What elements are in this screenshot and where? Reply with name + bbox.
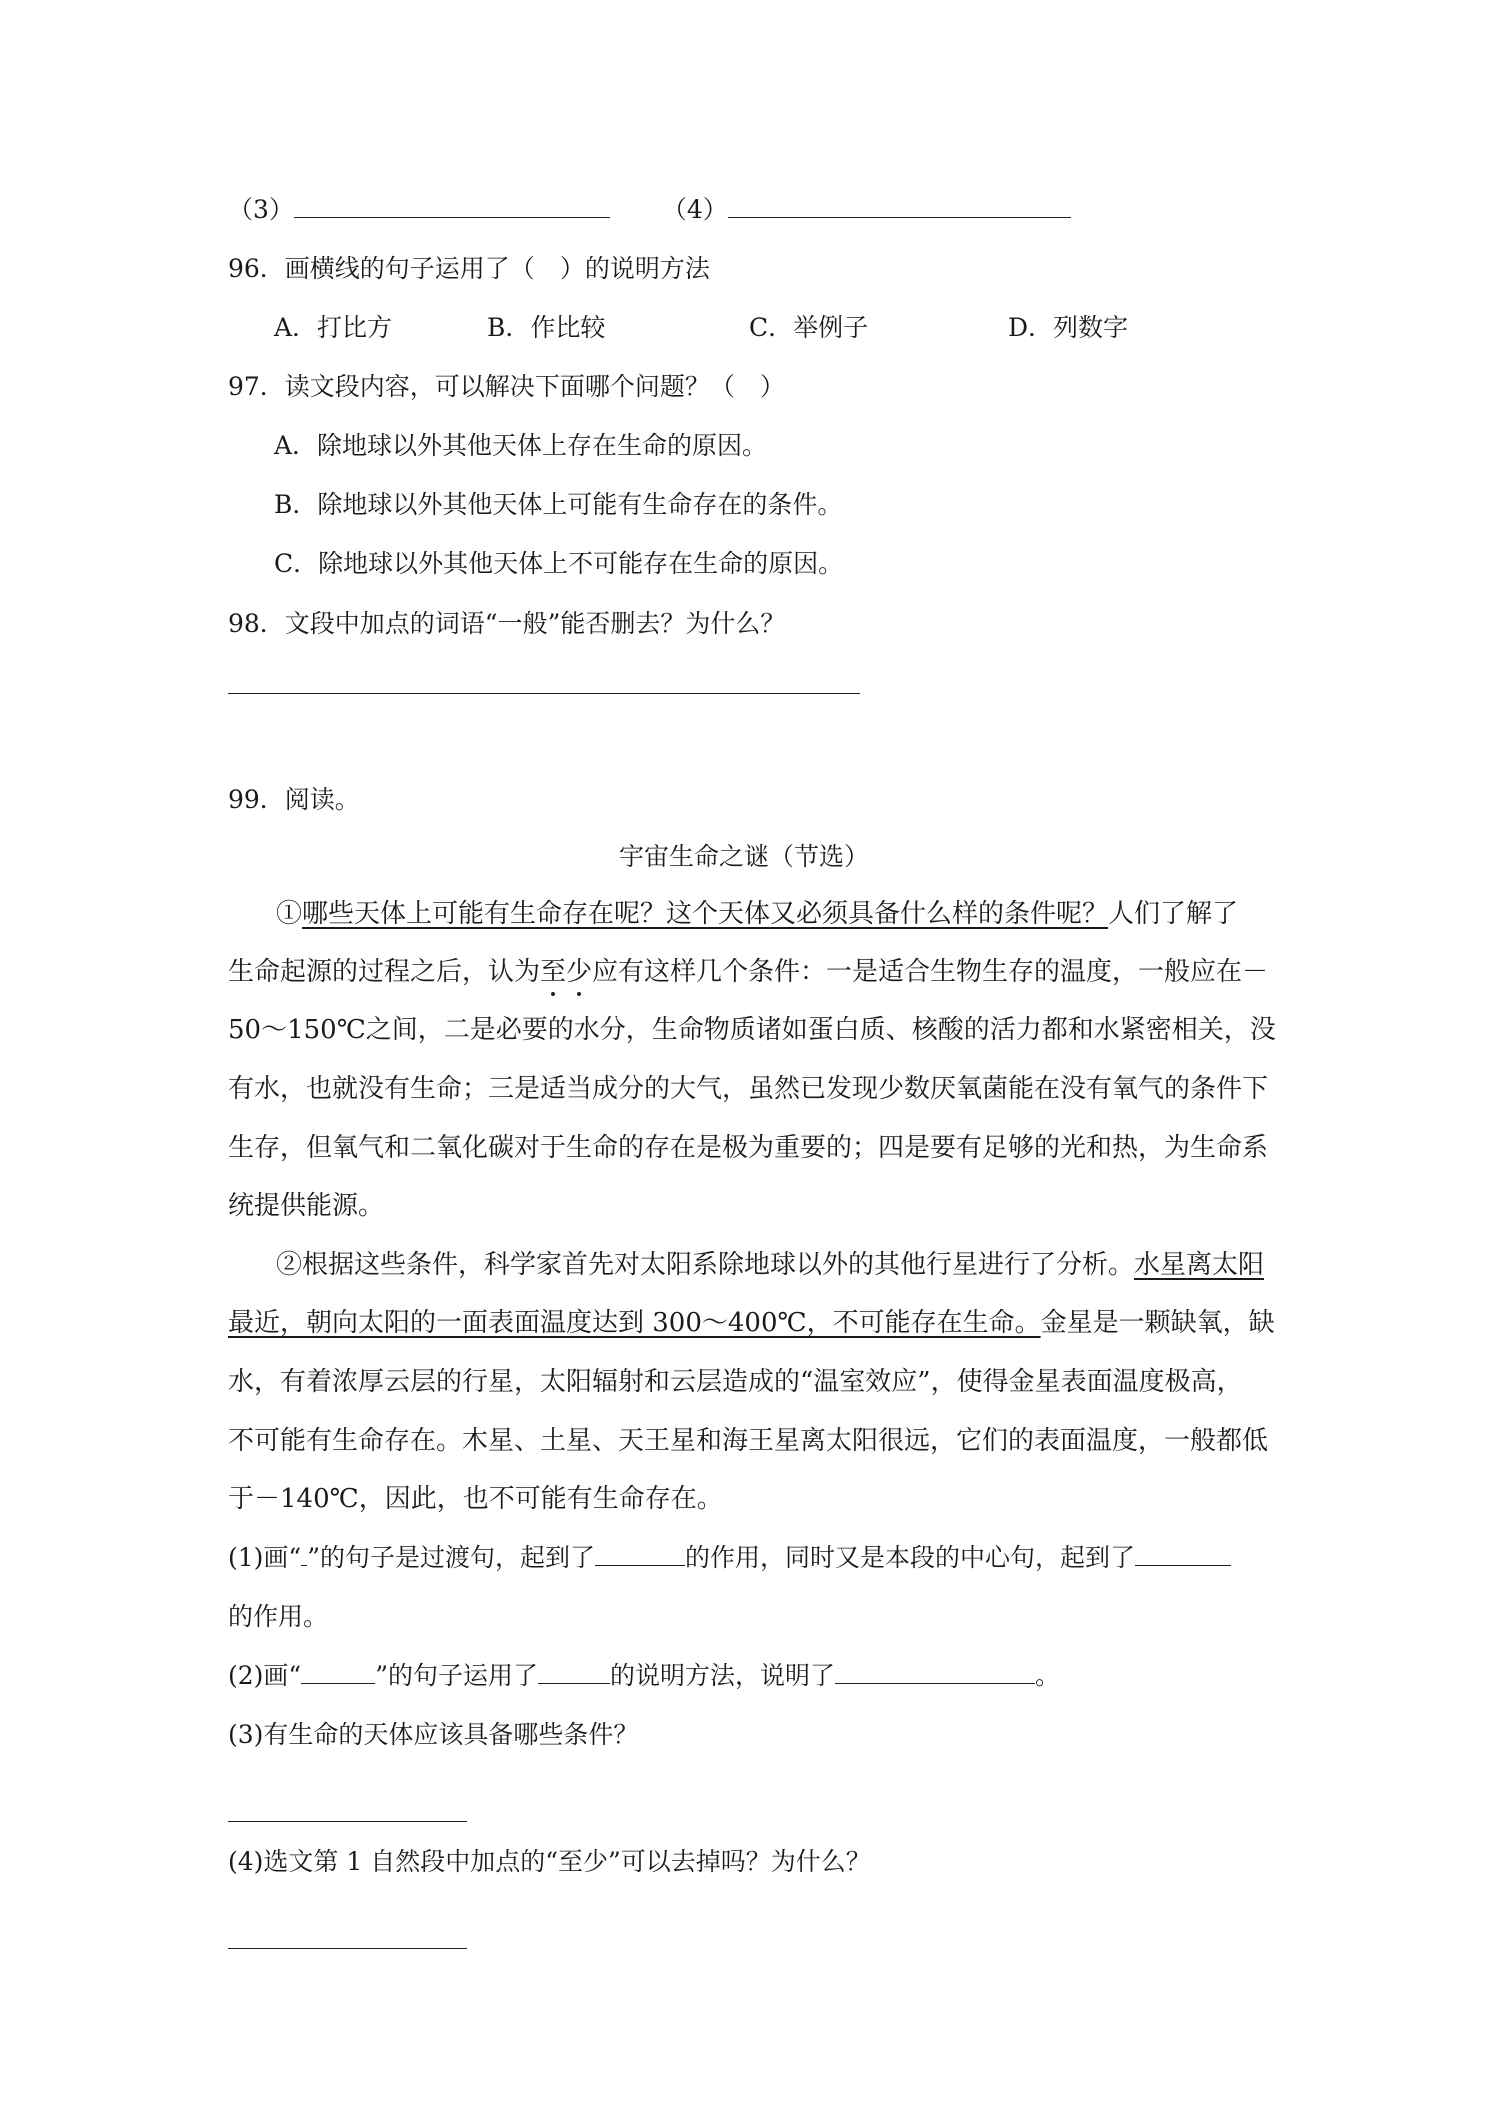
sub3-question: (3)有生命的天体应该具备哪些条件？ <box>228 1720 639 1749</box>
q95-answer-blank-4[interactable] <box>728 193 1071 218</box>
sub1-line-2: 的作用。 <box>228 1602 329 1631</box>
passage-title: 宇宙生命之谜（节选） <box>618 842 869 871</box>
q96-option-d[interactable]: D．列数字 <box>1008 313 1129 342</box>
q98-stem: 98．文段中加点的词语“一般”能否删去？为什么？ <box>228 609 786 638</box>
p1-line-6: 统提供能源。 <box>228 1191 385 1221</box>
sub2-line <box>228 1659 1060 1693</box>
sub1-line-1 <box>228 1541 1231 1575</box>
q95-row <box>228 193 1071 227</box>
p2-underlined-end: 最近，朝向太阳的一面表面温度达到 300～400℃，不可能存在生命。 <box>228 1308 1041 1338</box>
sub2-blank-2[interactable] <box>835 1659 1035 1684</box>
sub2-text-d: 。 <box>1035 1661 1061 1690</box>
sub4-answer-line[interactable] <box>228 1948 467 1949</box>
sub2-text-c: 的说明方法，说明了 <box>610 1661 836 1690</box>
sub3-answer-line[interactable] <box>228 1821 467 1822</box>
sub1-blank-1[interactable] <box>595 1541 685 1566</box>
q98-answer-line[interactable] <box>228 693 860 694</box>
p2-line-1 <box>276 1248 1264 1282</box>
p1-marker: ① <box>276 899 303 929</box>
p1-line-2 <box>228 955 1268 989</box>
p1-line-3: 50～150℃之间，二是必要的水分，生命物质诸如蛋白质、核酸的活力都和水紧密相关，没 <box>228 1015 1276 1045</box>
sub1-text-b: ”的句子是过渡句，起到了 <box>307 1543 595 1572</box>
p1-line-4: 有水，也就没有生命；三是适当成分的大气，虽然已发现少数厌氧菌能在没有氧气的条件下 <box>228 1074 1269 1104</box>
p1-line-2-b: 应有这样几个条件：一是适合生物生存的温度，一般应在－ <box>592 957 1269 987</box>
p2-line-2-b: 金星是一颗缺氧，缺 <box>1040 1308 1275 1338</box>
p2-line-2 <box>228 1306 1275 1340</box>
q97-option-a[interactable]: A．除地球以外其他天体上存在生命的原因。 <box>274 431 768 460</box>
p1-line-1-rest: 人们了解了 <box>1108 899 1239 929</box>
q96-option-b[interactable]: B．作比较 <box>487 313 606 342</box>
q99-stem: 99．阅读。 <box>228 785 360 814</box>
sub1-blank-2[interactable] <box>1135 1541 1231 1566</box>
p2-line-5: 于－140℃，因此，也不可能有生命存在。 <box>228 1484 723 1514</box>
q97-stem: 97．读文段内容，可以解决下面哪个问题？（ ） <box>228 372 785 401</box>
sub2-blank-1[interactable] <box>538 1659 610 1684</box>
q96-stem: 96．画横线的句子运用了（ ）的说明方法 <box>228 254 710 283</box>
p1-line-2-a: 生命起源的过程之后，认为 <box>228 957 541 987</box>
sub1-text-a: (1)画“ <box>228 1543 302 1572</box>
q95-label-4: （4） <box>661 195 728 224</box>
sub2-mark-sample <box>301 1659 375 1684</box>
q97-option-b[interactable]: B．除地球以外其他天体上可能有生命存在的条件。 <box>274 490 843 519</box>
p2-underlined-start: 水星离太阳 <box>1134 1250 1265 1280</box>
sub1-text-c: 的作用，同时又是本段的中心句，起到了 <box>685 1543 1136 1572</box>
q96-option-c[interactable]: C．举例子 <box>749 313 869 342</box>
q95-label-3: （3） <box>228 195 294 224</box>
dotted-word-char-1: 至 <box>540 957 567 987</box>
dotted-word-char-2: 少 <box>566 957 593 987</box>
sub2-text-a: (2)画“ <box>228 1661 302 1690</box>
p2-line-3: 水，有着浓厚云层的行星，太阳辐射和云层造成的“温室效应”，使得金星表面温度极高， <box>228 1367 1243 1397</box>
p1-line-1 <box>276 897 1238 931</box>
p1-underlined-sentence: 哪些天体上可能有生命存在呢？这个天体又必须具备什么样的条件呢？ <box>302 899 1109 929</box>
q95-answer-blank-3[interactable] <box>294 193 610 218</box>
p2-line-4: 不可能有生命存在。木星、土星、天王星和海王星离太阳很远，它们的表面温度，一般都低 <box>228 1426 1269 1456</box>
p1-line-5: 生存，但氧气和二氧化碳对于生命的存在是极为重要的；四是要有足够的光和热，为生命系 <box>228 1133 1269 1163</box>
sub2-text-b: ”的句子运用了 <box>375 1661 538 1690</box>
p2-line-1-a: ②根据这些条件，科学家首先对太阳系除地球以外的其他行星进行了分析。 <box>276 1250 1135 1280</box>
sub4-question: (4)选文第 1 自然段中加点的“至少”可以去掉吗？为什么？ <box>228 1847 871 1876</box>
q97-option-c[interactable]: C．除地球以外其他天体上不可能存在生命的原因。 <box>274 549 844 578</box>
q96-option-a[interactable]: A．打比方 <box>274 313 393 342</box>
